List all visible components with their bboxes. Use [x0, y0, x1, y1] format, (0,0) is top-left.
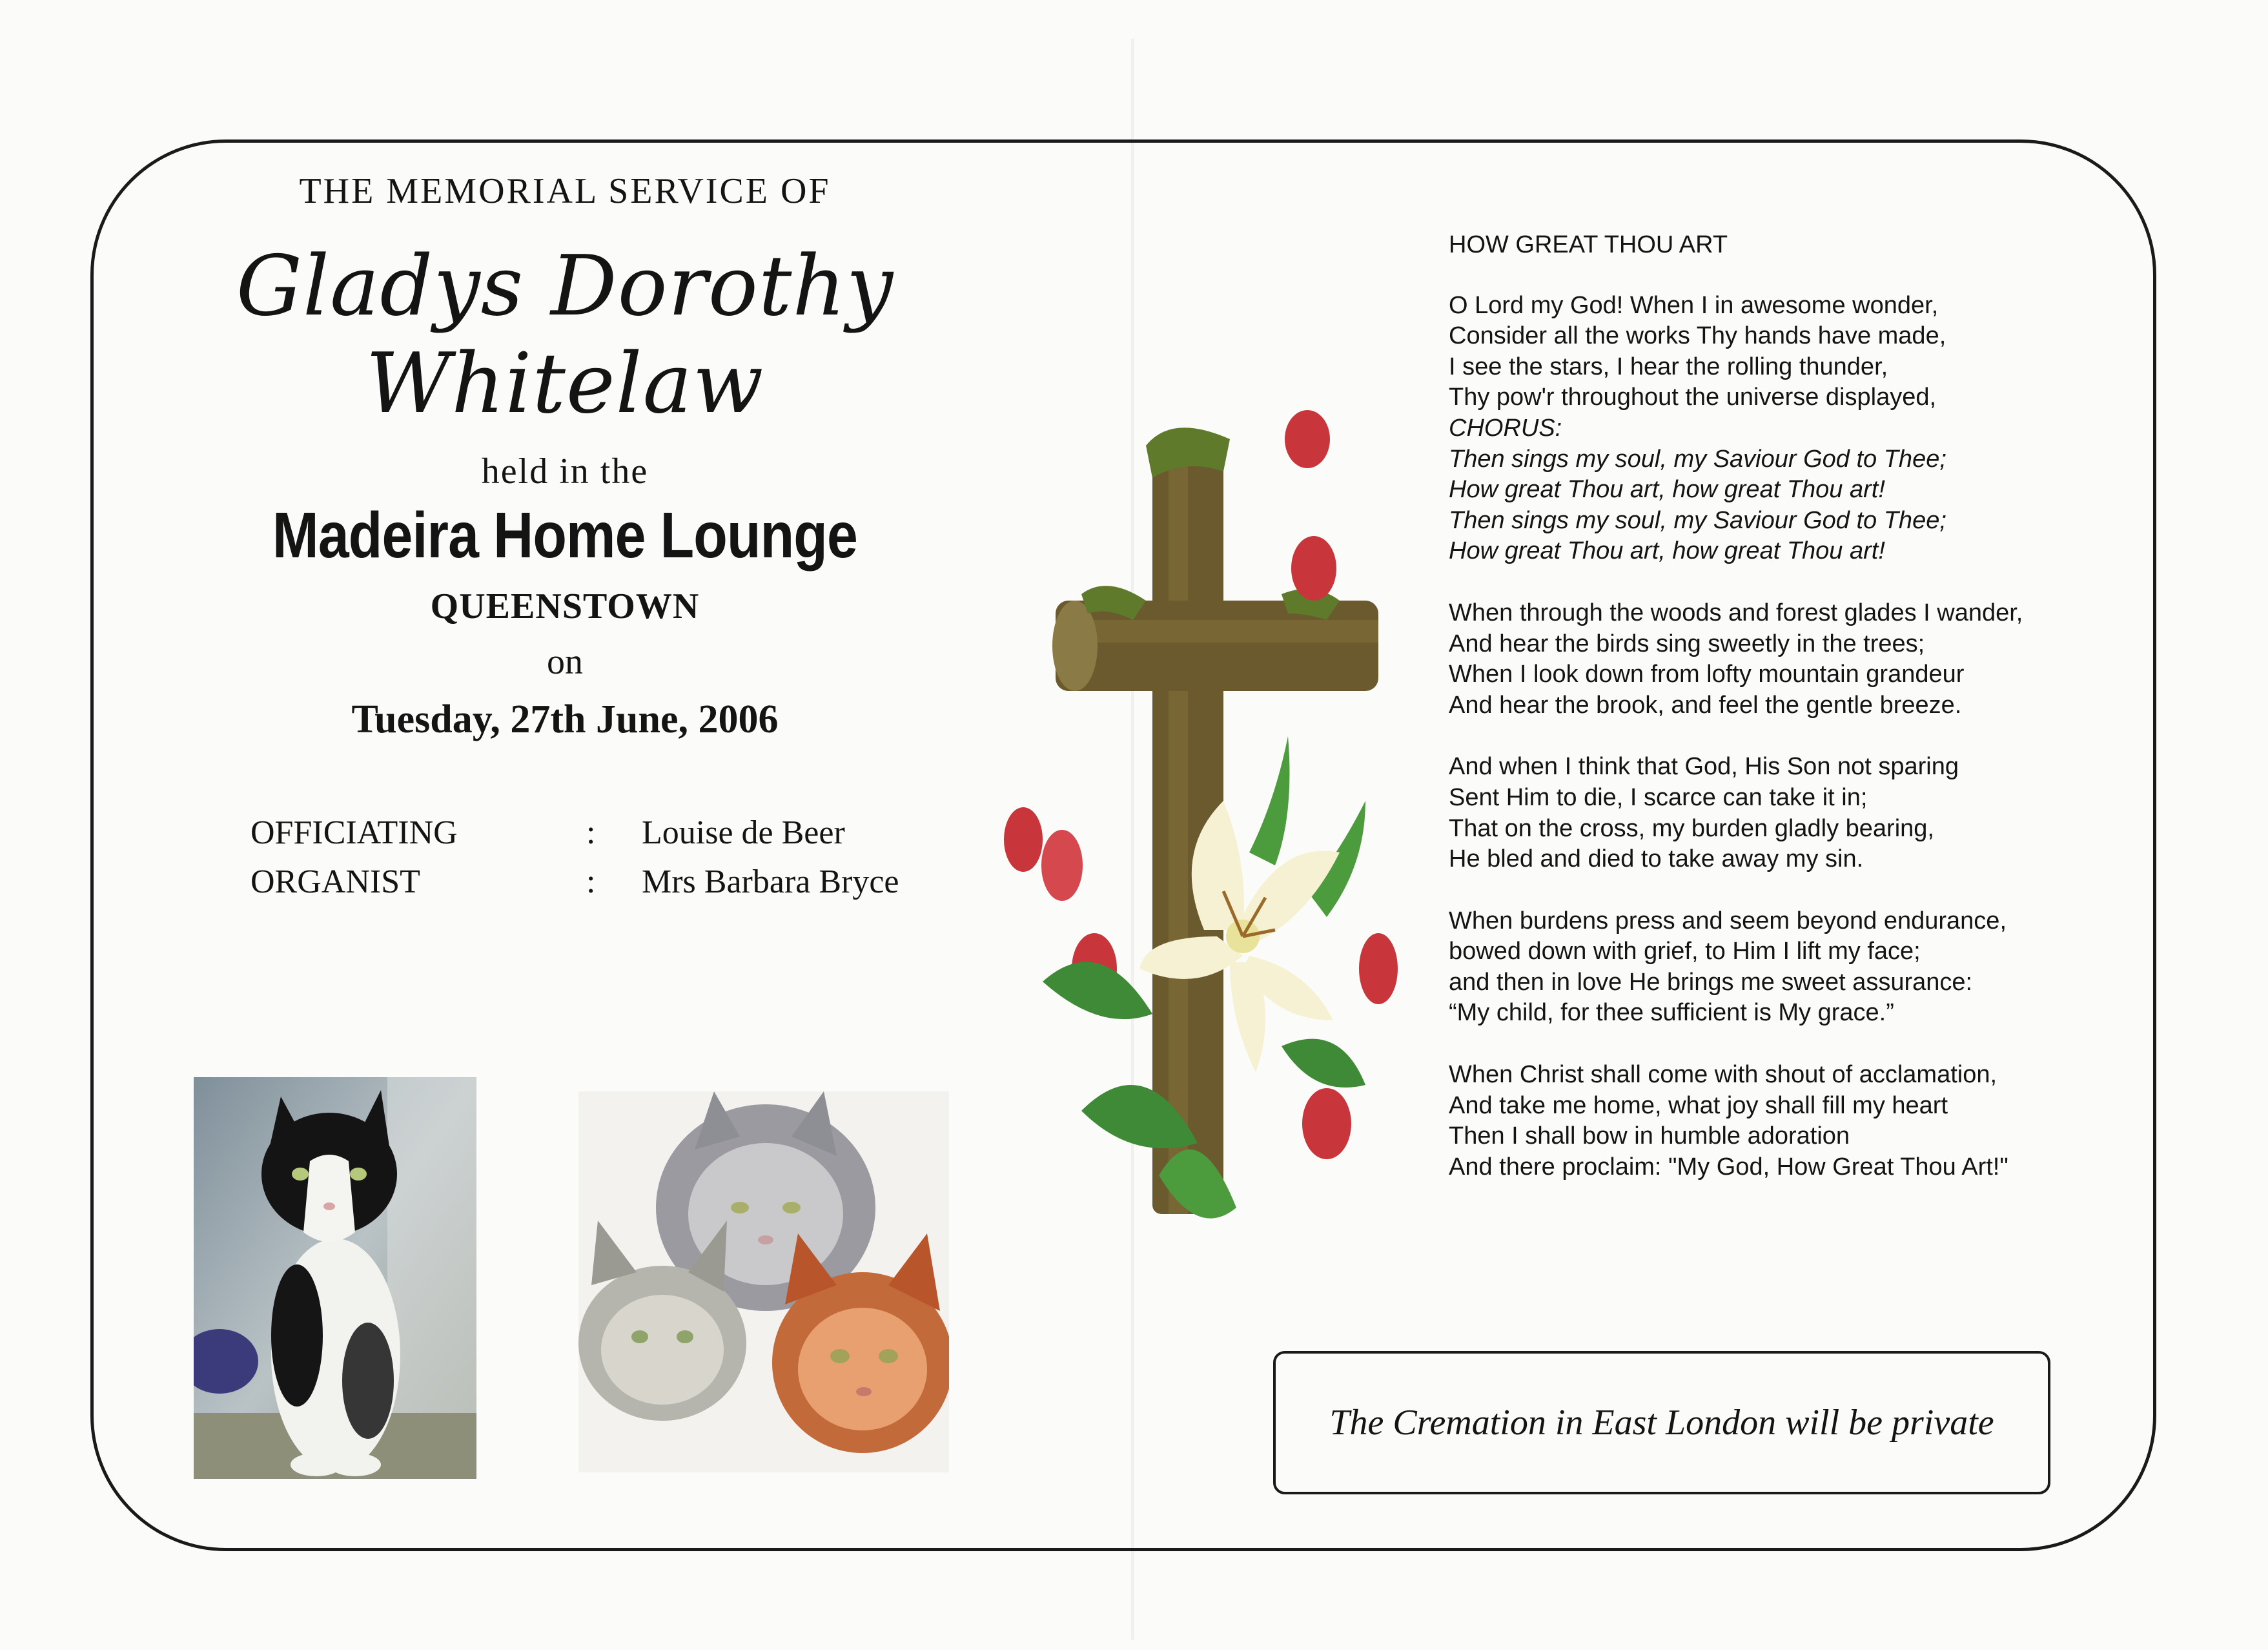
- chorus-line: Then sings my soul, my Saviour God to Thee;: [1449, 506, 1946, 534]
- hymn-line: When through the woods and forest glades I wander,: [1449, 599, 2023, 626]
- hymn-line: And hear the birds sing sweetly in the trees;: [1449, 630, 1925, 657]
- chorus-label: CHORUS:: [1449, 414, 1562, 442]
- on-text: on: [547, 642, 583, 683]
- hymn-line: I see the stars, I hear the rolling thunder,: [1449, 353, 1888, 380]
- hymn-line: Thy pow'r throughout the universe displayed,: [1449, 384, 1937, 411]
- hymn-line: O Lord my God! When I in awesome wonder,: [1449, 291, 1939, 319]
- role-value: Louise de Beer: [642, 814, 845, 851]
- venue-town: QUEENSTOWN: [430, 586, 700, 627]
- hymn-line: That on the cross, my burden gladly bearing,: [1449, 814, 1934, 842]
- chorus-line: Then sings my soul, my Saviour God to Thee;: [1449, 445, 1946, 473]
- cats-painting: [578, 1091, 949, 1472]
- venue-name: Madeira Home Lounge: [272, 499, 857, 572]
- chorus-line: How great Thou art, how great Thou art!: [1449, 537, 1885, 565]
- hymn-stanza-2: [1449, 598, 2120, 721]
- deceased-first-names: Gladys Dorothy: [236, 238, 894, 335]
- hymn-line: When I look down from lofty mountain grandeur: [1449, 661, 1965, 688]
- deceased-surname: Whitelaw: [365, 336, 764, 433]
- cremation-notice-text: The Cremation in East London will be private: [1329, 1403, 1994, 1443]
- hymn-line: And when I think that God, His Son not sparing: [1449, 753, 1959, 781]
- hymn-line: Consider all the works Thy hands have made,: [1449, 322, 1946, 350]
- hymn-line: When Christ shall come with shout of acclamation,: [1449, 1061, 1997, 1089]
- hymn-lyrics: [1449, 230, 2120, 1213]
- chorus-line: How great Thou art, how great Thou art!: [1449, 476, 1885, 504]
- hymn-stanza-3: [1449, 752, 2120, 874]
- hymn-stanza-4: [1449, 906, 2120, 1029]
- hymn-line: And hear the brook, and feel the gentle breeze.: [1449, 691, 1962, 719]
- role-label: ORGANIST: [250, 863, 420, 900]
- cremation-notice: [1273, 1351, 2050, 1494]
- hymn-line: When burdens press and seem beyond endurance,: [1449, 907, 2007, 934]
- role-separator: :: [586, 863, 596, 900]
- service-date: Tuesday, 27th June, 2006: [351, 697, 779, 742]
- held-in-text: held in the: [481, 451, 649, 492]
- service-heading: [168, 168, 962, 743]
- hymn-line: “My child, for thee sufficient is My grace.”: [1449, 999, 1894, 1027]
- hymn-line: And take me home, what joy shall fill my heart: [1449, 1091, 1948, 1119]
- hymn-stanza-1: [1449, 291, 2120, 567]
- cat-photo: [194, 1077, 476, 1479]
- hymn-line: and then in love He brings me sweet assurance:: [1449, 968, 1973, 996]
- service-title: THE MEMORIAL SERVICE OF: [299, 171, 831, 211]
- hymn-line: Then I shall bow in humble adoration: [1449, 1122, 1850, 1150]
- hymn-line: He bled and died to take away my sin.: [1449, 845, 1864, 873]
- hymn-line: bowed down with grief, to Him I lift my face;: [1449, 938, 1921, 965]
- hymn-title: HOW GREAT THOU ART: [1449, 231, 1728, 258]
- cross-lily-illustration: [1004, 400, 1456, 1285]
- hymn-stanza-5: [1449, 1060, 2120, 1182]
- role-value: Mrs Barbara Bryce: [642, 863, 899, 900]
- role-label: OFFICIATING: [250, 814, 458, 851]
- hymn-line: Sent Him to die, I scarce can take it in;: [1449, 783, 1868, 811]
- hymn-line: And there proclaim: "My God, How Great Thou Art!": [1449, 1153, 2008, 1181]
- role-separator: :: [586, 814, 596, 851]
